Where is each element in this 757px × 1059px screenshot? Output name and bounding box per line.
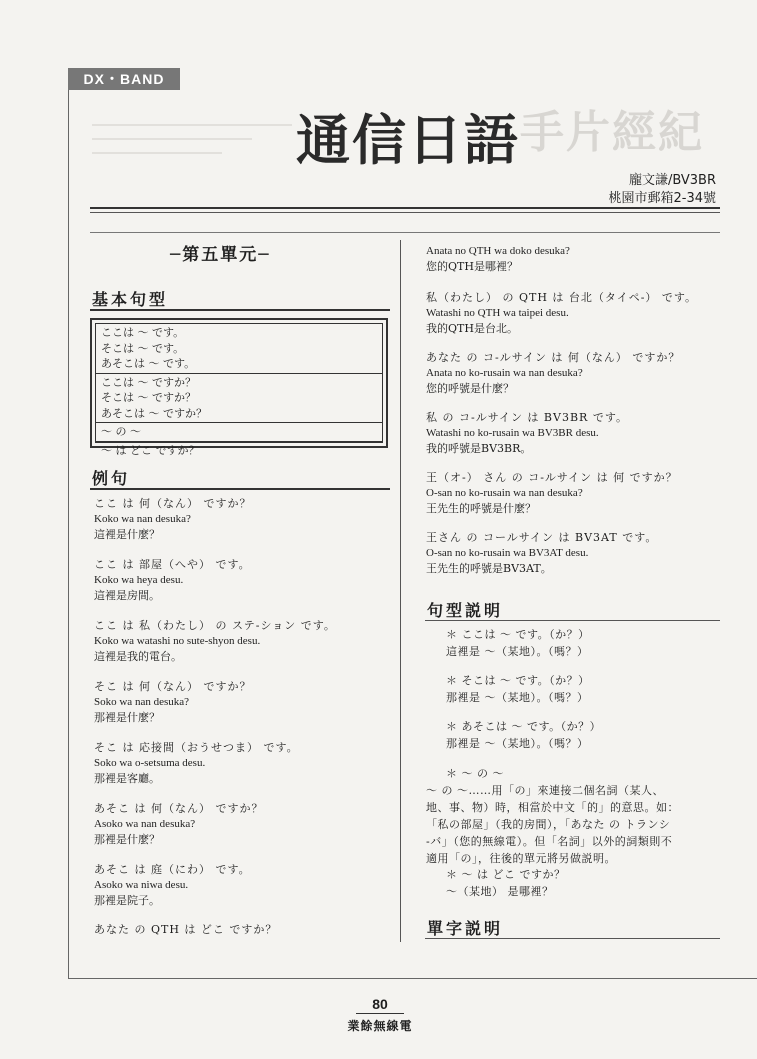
heading-rule <box>425 938 720 939</box>
example-jp: ここ は 部屋（へや） です。 <box>94 558 251 571</box>
example-jp: ここ は 私（わたし） の ステ-ション です。 <box>94 619 336 632</box>
example-romaji: O-san no ko-rusain wa BV3AT desu. <box>426 547 589 559</box>
example-block <box>94 618 394 664</box>
explanation-zh: 那裡是 ～（某地）。（嗎？） <box>446 737 589 750</box>
doko-pattern <box>446 866 726 900</box>
heading-rule <box>425 620 720 621</box>
example-block <box>426 350 726 396</box>
example-jp: 王さん の コールサイン は BV3AT です。 <box>426 531 658 544</box>
example-romaji: Soko wa o-setsuma desu. <box>94 757 206 769</box>
page-number-rule <box>356 1013 404 1014</box>
pattern-explanation-heading: 句型説明 <box>427 601 504 620</box>
example-block <box>94 801 394 847</box>
pattern-line: あそこは ～ ですか？ <box>101 406 207 420</box>
example-block <box>426 290 726 336</box>
vocab-heading: 單字説明 <box>427 919 504 938</box>
example-romaji: Soko wa nan desuka? <box>94 696 190 708</box>
example-romaji: Koko wa heya desu. <box>94 574 184 586</box>
doko-pattern-jp: ＊ ～ は どこ ですか？ <box>446 868 566 881</box>
pattern-group <box>96 324 382 374</box>
right-first-example <box>426 244 726 274</box>
example-romaji: Anata no ko-rusain wa nan desuka? <box>426 367 583 379</box>
basic-patterns-inner <box>95 323 383 457</box>
heading-rule <box>90 309 390 311</box>
example-romaji: Watashi no ko-rusain wa BV3BR desu. <box>426 427 599 439</box>
pattern-group <box>96 442 382 460</box>
example-zh: 我的QTH是台北。 <box>426 322 518 335</box>
pattern-line: あそこは ～ です。 <box>101 357 196 370</box>
magazine-name: 業餘無線電 <box>347 1019 413 1033</box>
example-block <box>94 557 394 603</box>
example-zh: 這裡是房間。 <box>94 589 160 602</box>
example-zh: 您的呼號是什麼？ <box>426 382 514 395</box>
pattern-group <box>96 374 382 424</box>
example-jp: そこ は 応接間（おうせつま） です。 <box>94 741 299 754</box>
example-romaji: Asoko wa nan desuka? <box>94 818 196 830</box>
example-jp: そこ は 何（なん） ですか？ <box>94 680 252 693</box>
example-jp: あそこ は 庭（にわ） です。 <box>94 863 251 876</box>
example-romaji: Watashi no QTH wa taipei desu. <box>426 307 569 319</box>
basic-patterns-heading: 基本句型 <box>92 290 169 309</box>
example-block <box>94 862 394 908</box>
lesson-title: ─第五單元─ <box>170 245 271 265</box>
left-examples <box>94 496 394 923</box>
section-tag: DX・BAND <box>68 68 180 90</box>
example-romaji: Asoko wa niwa desu. <box>94 879 189 891</box>
explanation-jp: ＊ あそこは ～ です。（か？） <box>446 720 602 733</box>
pattern-group <box>96 423 382 442</box>
example-zh: 那裡是客廳。 <box>94 772 160 785</box>
example-block <box>94 679 394 725</box>
no-pattern-line: 「私の部屋」（我的房間），「あなた の トランシ <box>426 818 671 831</box>
bleed-through-title: 手片經紀 <box>520 107 704 158</box>
example-zh: 這裡是我的電台。 <box>94 650 182 663</box>
pattern-line: ここは ～ ですか？ <box>101 375 196 389</box>
explanation-item <box>446 672 726 706</box>
no-pattern-title: ＊ ～ の ～ <box>446 767 504 780</box>
example-block <box>426 470 726 516</box>
author-address: 桃園市郵箱2-34號 <box>608 191 716 206</box>
example-block <box>94 740 394 786</box>
example-zh: 王先生的呼號是什麼？ <box>426 502 536 515</box>
header-rule <box>90 212 720 213</box>
example-zh: 這裡是什麼？ <box>94 528 160 541</box>
explanation-zh: 那裡是 ～（某地）。（嗎？） <box>446 691 589 704</box>
example-romaji: Koko wa watashi no sute-shyon desu. <box>94 635 261 647</box>
author-name: 龐文謙/BV3BR <box>628 173 716 188</box>
example-zh: 那裡是什麼？ <box>94 833 160 846</box>
example-jp: 王（オ-） さん の コ-ルサイン は 何 ですか？ <box>426 471 678 484</box>
pattern-line: そこは ～ です。 <box>101 341 185 355</box>
doko-pattern-zh: ～（某地） 是哪裡？ <box>446 885 554 898</box>
example-block <box>426 410 726 456</box>
page-number: 80 <box>372 996 388 1012</box>
example-jp: 私 の コ-ルサイン は BV3BR です。 <box>426 411 628 424</box>
example-zh: 您的QTH是哪裡？ <box>426 260 518 273</box>
example-zh: 那裡是院子。 <box>94 894 160 907</box>
explanation-jp: ＊ ここは ～ です。（か？） <box>446 628 590 641</box>
example-jp: あなた の コ-ルサイン は 何（なん） ですか？ <box>426 351 681 364</box>
header-rule <box>90 207 720 209</box>
explanation-item <box>446 718 726 752</box>
example-romaji: Koko wa nan desuka? <box>94 513 191 525</box>
basic-patterns-box <box>90 318 388 457</box>
article-title: 通信日語 <box>296 109 520 172</box>
heading-rule <box>90 488 390 490</box>
example-romaji: Anata no QTH wa doko desuka? <box>426 245 570 257</box>
pattern-line: ～ は どこ ですか？ <box>101 443 200 457</box>
example-block <box>94 496 394 542</box>
pattern-line: ～ の ～ <box>101 425 141 438</box>
example-zh: 王先生的呼號是BV3AT。 <box>426 562 552 575</box>
examples-heading: 例句 <box>92 469 131 488</box>
no-pattern-line: 適用「の」，往後的單元將另做説明。 <box>426 852 616 865</box>
no-pattern-text <box>426 782 726 867</box>
example-jp: 私（わたし） の QTH は 台北（タイペ-） です。 <box>426 291 698 304</box>
example-zh: 那裡是什麼？ <box>94 711 160 724</box>
explanation-zh: 這裡是 ～（某地）。（嗎？） <box>446 645 589 658</box>
right-examples <box>426 290 726 590</box>
example-zh: 我的呼號是BV3BR。 <box>426 442 532 455</box>
explanation-item <box>446 626 726 660</box>
column-divider <box>400 240 401 942</box>
pattern-line: そこは ～ ですか？ <box>101 391 196 404</box>
example-jp: ここ は 何（なん） ですか？ <box>94 497 252 510</box>
pattern-explanation-items <box>446 626 726 764</box>
example-block <box>426 530 726 576</box>
pattern-line: ここは ～ です。 <box>101 326 185 339</box>
header-rule <box>90 232 720 233</box>
no-pattern-line: -バ」（您的無線電）。但「名詞」以外的詞類則不 <box>426 835 673 848</box>
author-block <box>580 172 716 208</box>
example-jp: あそこ は 何（なん） ですか？ <box>94 802 264 815</box>
example-jp: あなた の QTH は どこ ですか？ <box>94 923 278 936</box>
explanation-jp: ＊ そこは ～ です。（か？） <box>446 674 590 687</box>
no-pattern-line: 地、事、物）時，相當於中文「的」的意思。如： <box>426 801 679 814</box>
no-pattern-line: ～ の ～……用「の」來連接二個名詞（某人、 <box>426 784 664 797</box>
example-romaji: O-san no ko-rusain wa nan desuka? <box>426 487 583 499</box>
